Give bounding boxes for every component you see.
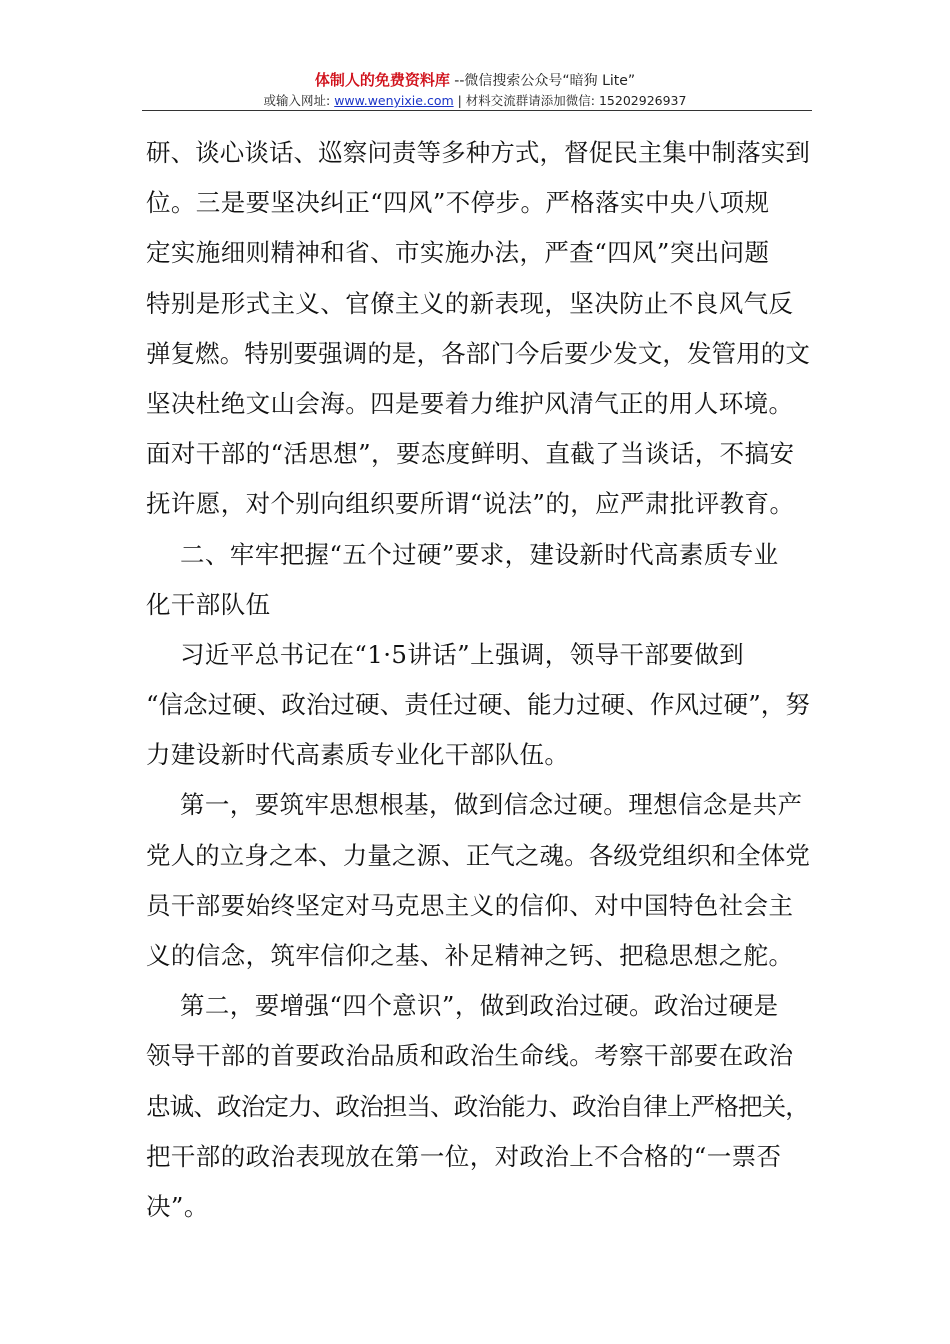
text-line: 特别是形式主义、官僚主义的新表现，坚决防止不良风气反 <box>146 288 794 318</box>
text-line: 面对干部的“活思想”，要态度鲜明、直截了当谈话，不搞安 <box>146 439 795 469</box>
text-line: 第二，要增强“四个意识”，做到政治过硬。政治过硬是 <box>180 991 779 1021</box>
text-line: 抚许愿，对个别向组织要所谓“说法”的，应严肃批评教育。 <box>146 489 795 519</box>
text-line: 研、谈心谈话、巡察问责等多种方式，督促民主集中制落实到 <box>146 138 810 167</box>
header-divider <box>142 110 812 111</box>
text-line: 领导干部的首要政治品质和政治生命线。考察干部要在政治 <box>146 1041 794 1071</box>
text-line: 定实施细则精神和省、市实施办法，严查“四风”突出问题 <box>146 238 770 268</box>
header-title-line <box>0 70 950 91</box>
page-header <box>0 70 950 110</box>
url-prefix: 或输入网址: <box>263 93 335 108</box>
header-tagline: --微信搜索公众号“暗狗 Lite” <box>449 73 636 89</box>
text-line: 弹复燃。特别要强调的是，各部门今后要少发文，发管用的文 <box>146 338 810 368</box>
text-line: “信念过硬、政治过硬、责任过硬、能力过硬、作风过硬”，努 <box>146 690 810 720</box>
website-link[interactable]: www.wenyixie.com <box>334 93 454 108</box>
text-line: 位。三是要坚决纠正“四风”不停步。严格落实中央八项规 <box>146 188 770 218</box>
contact-info: | 材料交流群请添加微信: 15202926937 <box>453 93 687 108</box>
text-line: 二、牢牢把握“五个过硬”要求，建设新时代高素质专业 <box>180 539 779 569</box>
text-line: 决”。 <box>146 1191 209 1221</box>
text-line: 习近平总书记在“1·5讲话”上强调，领导干部要做到 <box>180 639 745 669</box>
text-line: 第一，要筑牢思想根基，做到信念过硬。理想信念是共产 <box>180 790 803 820</box>
text-line: 员干部要始终坚定对马克思主义的信仰、对中国特色社会主 <box>146 890 794 920</box>
text-line: 党人的立身之本、力量之源、正气之魂。各级党组织和全体党 <box>146 840 810 870</box>
brand-title: 体制人的免费资料库 <box>314 71 450 89</box>
header-contact-line <box>0 92 950 110</box>
text-line: 化干部队伍 <box>146 589 271 619</box>
document-body <box>146 131 810 1235</box>
text-line: 把干部的政治表现放在第一位，对政治上不合格的“一票否 <box>146 1141 782 1171</box>
text-line: 坚决杜绝文山会海。四是要着力维护风清气正的用人环境。 <box>146 388 794 418</box>
text-line: 忠诚、政治定力、政治担当、政治能力、政治自律上严格把关， <box>146 1091 809 1121</box>
text-line: 力建设新时代高素质专业化干部队伍。 <box>146 740 570 770</box>
text-line: 义的信念，筑牢信仰之基、补足精神之钙、把稳思想之舵。 <box>146 941 794 970</box>
